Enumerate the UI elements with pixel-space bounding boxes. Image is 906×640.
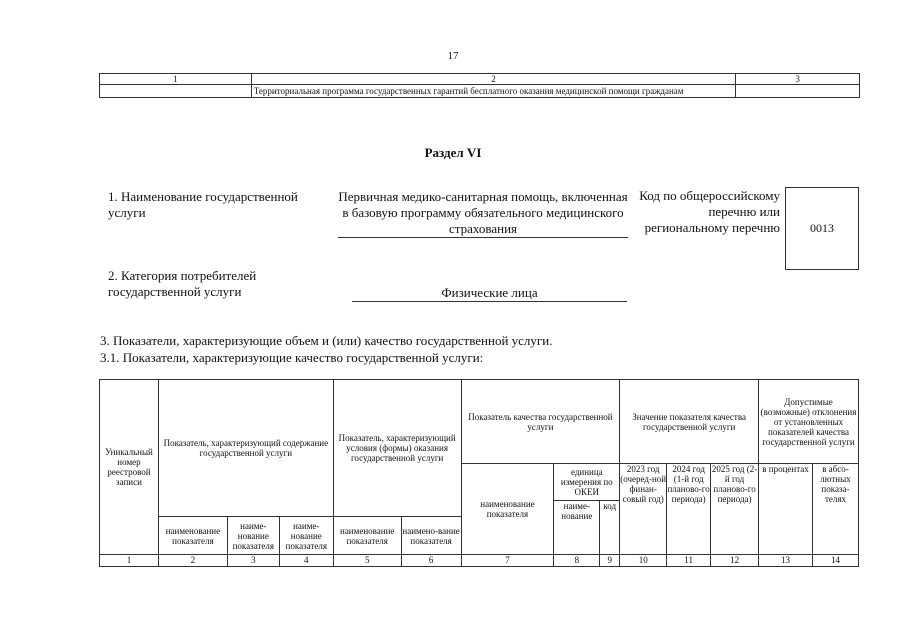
header-content-name-3: наиме-нование показателя: [279, 517, 333, 555]
column-number: 12: [711, 555, 759, 567]
header-condition-name-1: наименование показателя: [333, 517, 401, 555]
header-unique-number: Уникальный номер реестровой записи: [100, 380, 159, 555]
column-number: 6: [401, 555, 461, 567]
header-year-2025: 2025 год (2-й год планово-го периода): [711, 464, 759, 555]
code-box: [785, 187, 859, 270]
header-year-2023: 2023 год (очеред-ной финан-совый год): [620, 464, 667, 555]
quality-indicators-table: [99, 379, 859, 567]
column-number: 9: [600, 555, 620, 567]
code-value: 0013: [810, 221, 834, 235]
column-number: 4: [279, 555, 333, 567]
header-unit-okei: единица измерения по ОКЕИ: [554, 464, 620, 501]
continuation-table: [99, 73, 860, 98]
table-cell: [100, 85, 252, 98]
consumer-category-label: 2. Категория потребителей государственной услуги: [108, 268, 257, 299]
header-year-2024: 2024 год (1-й год планово-го периода): [667, 464, 711, 555]
page-number: 17: [447, 50, 459, 62]
column-number: 11: [667, 555, 711, 567]
code-label: Код по общероссийскому перечню или региональному перечню: [639, 188, 780, 235]
column-number: 14: [812, 555, 858, 567]
header-content-name-2: наиме-нование показателя: [227, 517, 279, 555]
col-header-1: 1: [100, 74, 252, 85]
header-allowed-deviation: Допустимые (возможные) отклонения от установленных показателей качества государственной услуги: [759, 380, 859, 464]
header-content-name-1: наименование показателя: [158, 517, 227, 555]
column-number: 1: [100, 555, 159, 567]
header-indicator-value: Значение показателя качества государственной услуги: [620, 380, 759, 464]
service-name-value: Первичная медико-санитарная помощь, включенная в базовую программу обязательного медицинского страхования: [338, 189, 628, 236]
consumer-category-value: Физические лица: [352, 285, 627, 302]
header-indicator-name: наименование показателя: [461, 464, 554, 555]
column-number: 3: [227, 555, 279, 567]
col-header-2: 2: [251, 74, 735, 85]
column-number: 10: [620, 555, 667, 567]
header-content-indicator: Показатель, характеризующий содержание государственной услуги: [158, 380, 333, 517]
indicators-heading: [100, 332, 860, 366]
header-absolute: в абсо-лютных показа-телях: [812, 464, 858, 555]
header-conditions-indicator: Показатель, характеризующий условия (формы) оказания государственной услуги: [333, 380, 461, 517]
table-cell: [736, 85, 860, 98]
column-number: 2: [158, 555, 227, 567]
section-title: Раздел VI: [424, 145, 482, 160]
col-header-3: 3: [736, 74, 860, 85]
header-percent: в процентах: [759, 464, 813, 555]
header-condition-name-2: наимено-вание показателя: [401, 517, 461, 555]
column-number: 7: [461, 555, 554, 567]
header-unit-name: наиме-нование: [554, 501, 600, 555]
column-number: 8: [554, 555, 600, 567]
column-number: 5: [333, 555, 401, 567]
service-name-label: 1. Наименование государственной услуги: [108, 189, 298, 220]
header-unit-code: код: [600, 501, 620, 555]
indicators-line-1: 3. Показатели, характеризующие объем и (или) качество государственной услуги.: [100, 333, 553, 348]
header-quality-indicator: Показатель качества государственной услуги: [461, 380, 620, 464]
column-number: 13: [759, 555, 813, 567]
program-description: Территориальная программа государственных гарантий бесплатного оказания медицинской помощи гражданам: [251, 85, 735, 98]
indicators-line-2: 3.1. Показатели, характеризующие качество государственной услуги:: [100, 350, 484, 365]
